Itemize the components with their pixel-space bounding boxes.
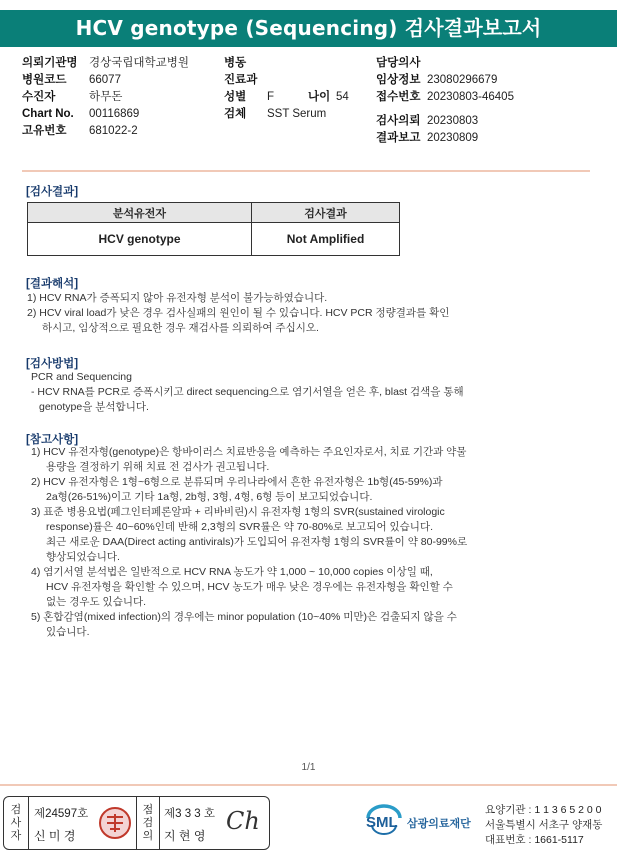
tester-name: 신 미 경 xyxy=(34,829,76,843)
org-address: 서울특별시 서초구 양재동 xyxy=(485,819,603,831)
org-code: 요양기관 : 1 1 3 6 5 2 0 0 xyxy=(485,804,602,816)
col-header-result: 검사결과 xyxy=(252,203,400,223)
header-report-info xyxy=(376,55,514,147)
sml-logo-text: SML xyxy=(366,814,398,831)
header-row-ward: 병동 xyxy=(224,57,247,69)
reviewer-label: 점 검 의 xyxy=(142,803,154,842)
header-spacer xyxy=(376,106,514,113)
header-row-report-date: 결과보고 20230809 xyxy=(376,132,479,144)
method-heading: [검사방법] xyxy=(26,358,79,370)
header-row-clinical-info: 임상정보 23080296679 xyxy=(376,74,498,86)
interpretation-text: 1) HCV RNA가 증폭되지 않아 유전자형 분석이 불가능하였습니다. 2) HCV viral load가 낮은 경우 검사실패의 원인이 될 수 있습니다. HCV PCR 정량결과를 확인 하시고, 임상적으로 필요한 경우 재검사를 의뢰하여 주십시오. xyxy=(27,292,450,334)
header-divider xyxy=(22,170,590,172)
method-text: PCR and Sequencing - HCV RNA를 PCR로 증폭시키고 direct sequencing으로 염기서열을 얻은 후, blast 검색을 통해 genotype을 분석합니다. xyxy=(31,371,464,413)
result-table xyxy=(27,202,400,256)
header-row-specimen: 검체 SST Serum xyxy=(224,108,327,120)
header-row-patient: 수진자 하무돈 xyxy=(22,91,123,103)
header-row-physician: 담당의사 xyxy=(376,57,421,69)
header-row-department: 진료과 xyxy=(224,74,258,86)
result-table-header xyxy=(28,203,400,223)
org-name: 삼광의료재단 xyxy=(407,818,471,830)
header-row-receipt-no: 접수번호 20230803-46405 xyxy=(376,91,514,103)
notes-heading: [참고사항] xyxy=(26,434,79,446)
reviewer-license: 제3 3 3 호 xyxy=(164,808,215,820)
result-heading: [검사결과] xyxy=(26,186,79,198)
tester-label: 검 사 자 xyxy=(10,803,22,842)
header-row-hospital-code: 병원코드 66077 xyxy=(22,74,121,86)
result-gene: HCV genotype xyxy=(28,223,252,256)
sml-logo xyxy=(364,803,480,839)
reviewer-name: 지 현 영 xyxy=(164,829,206,843)
reviewer-signature: Ch xyxy=(226,807,260,835)
tester-license: 제24597호 xyxy=(34,808,89,820)
header-row-request-date: 검사의뢰 20230803 xyxy=(376,115,479,127)
col-header-gene: 분석유전자 xyxy=(28,203,252,223)
org-info xyxy=(485,803,602,848)
signature-box xyxy=(3,796,270,850)
header-clinical-info xyxy=(224,55,349,123)
header-row-chart-no: Chart No. 00116869 xyxy=(22,108,140,120)
header-row-unique-id: 고유번호 681022-2 xyxy=(22,125,138,137)
header-patient-info xyxy=(22,55,189,140)
org-phone: 대표번호 : 1661-5117 xyxy=(485,834,584,846)
report-title: HCV genotype (Sequencing) 검사결과보고서 xyxy=(0,10,617,47)
result-value: Not Amplified xyxy=(252,223,400,256)
header-row-institution: 의뢰기관명 경상국립대학교병원 xyxy=(22,57,189,69)
notes-text: 1) HCV 유전자형(genotype)은 항바이러스 치료반응을 예측하는 주요인자로서, 치료 기간과 약물 용량을 결정하기 위해 치료 전 검사가 권고됩니다. 2) HCV 유전자형은 1형~6형으로 분류되며 우리나라에서 흔한 유전자형은 1b형(45-59%)과 2a형(26-51%)이고 기타 1a형, 2b형, 3형, 4형, 6형 등이 보고되었습니다. 3) 표준 병용요법(페그인터페론알파 + 리바비린)시 유전자형 1형의 SVR(sustained virologic response)률은 40~60%인데 반해 2,3형의 SVR률은 약 70-80%로 보고되어 있습니다. 최근 새로운 DAA(Direct acting antivirals)가 도입되어 유전자형 1형의 SVR률이 약 80-99%로 향상되었습니다. 4) 염기서열 분석법은 일반적으로 HCV RNA 농도가 약 1,000 ~ 10,000 copies 이상일 때, HCV 유전자형을 확인할 수 있으며, HCV 농도가 매우 낮은 경우에는 유전자형을 확인할 수 없는 경우도 있습니다. 5) 혼합감염(mixed infection)의 경우에는 minor population (10~40% 미만)은 검출되지 않을 수 있습니다. xyxy=(31,446,468,638)
interpretation-heading: [결과해석] xyxy=(26,278,79,290)
table-row xyxy=(28,223,400,256)
tester-seal-icon xyxy=(98,806,132,840)
page-number: 1/1 xyxy=(301,762,316,773)
footer-divider xyxy=(0,784,617,786)
header-row-sex-age: 성별 F 나이 54 xyxy=(224,91,349,103)
